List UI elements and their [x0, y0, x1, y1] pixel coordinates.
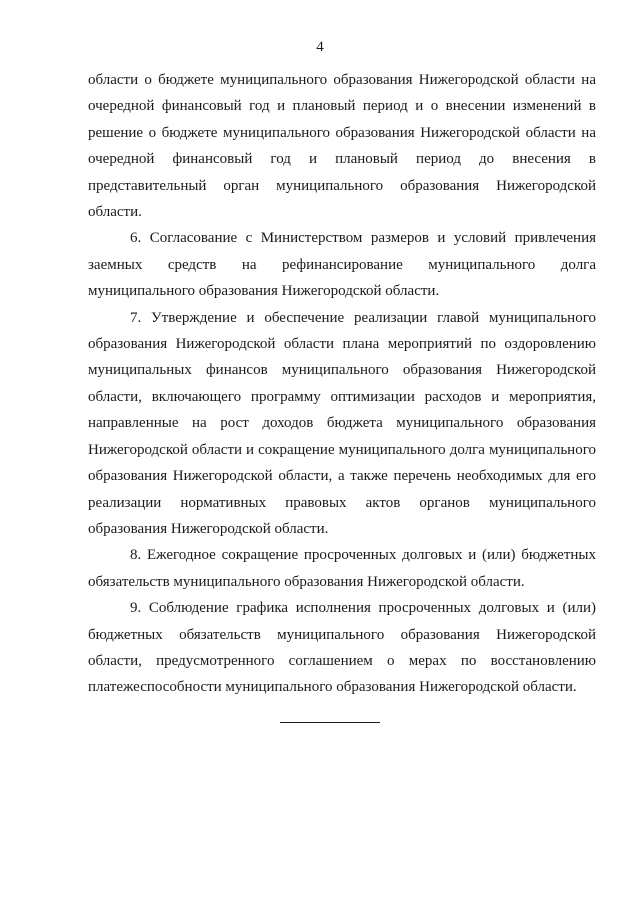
paragraph-continuation: области о бюджете муниципального образования Нижегородской области на очередной финансовый год и плановый период и о внесении изменений в решение о бюджете муниципального образования Нижегородской области на очередной финансовый год и плановый период до внесения в представительный орган муниципального образования Нижегородской области.	[88, 72, 596, 221]
paragraph-item-7: 7. Утверждение и обеспечение реализации главой муниципального образования Нижегородской области плана мероприятий по оздоровлению муниципальных финансов муниципального образования Нижегородской области, включающего программу оптимизации расходов и мероприятия, направленные на рост доходов бюджета муниципального образования Нижегородской области и сокращение муниципального долга муниципального образования Нижегородской области, а также перечень необходимых для его реализации нормативных правовых актов органов муниципального образования Нижегородской области.	[88, 309, 596, 537]
paragraph-item-9: 9. Соблюдение графика исполнения просроченных долговых и (или) бюджетных обязательств муниципального образования Нижегородской области, предусмотренного соглашением о мерах по восстановлению платежеспособности муниципального образования Нижегородской области.	[88, 600, 596, 696]
end-separator-line	[280, 722, 380, 723]
paragraph-item-6: 6. Согласование с Министерством размеров и условий привлечения заемных средств на рефинансирование муниципального долга муниципального образования Нижегородской области.	[88, 230, 596, 300]
page-number: 4	[316, 39, 324, 55]
document-body	[88, 67, 596, 701]
paragraph-item-8: 8. Ежегодное сокращение просроченных долговых и (или) бюджетных обязательств муниципального образования Нижегородской области.	[88, 547, 596, 590]
